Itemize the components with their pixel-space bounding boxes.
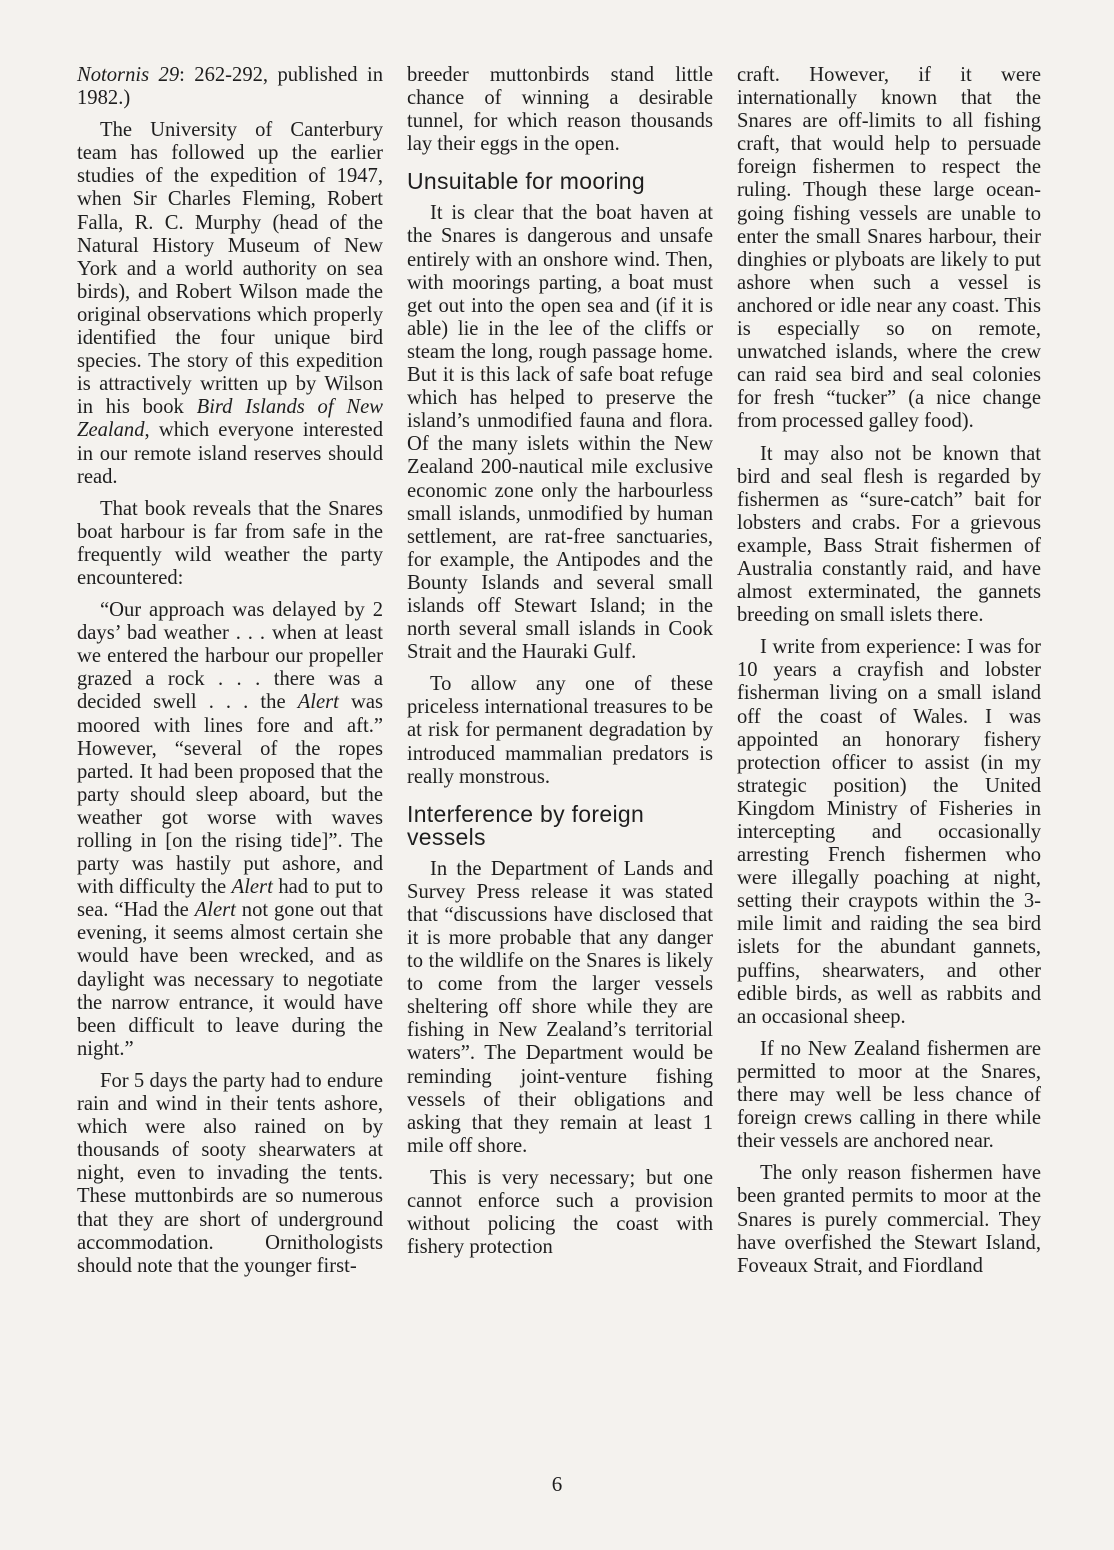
paragraph: breeder muttonbirds stand little chance of winning a desirable tunnel, for which reason thousands lay their eggs in the open. — [407, 64, 713, 156]
citation-text: : 262-292, published in 1982.) — [77, 64, 384, 110]
paragraph: The only reason fishermen have been granted permits to moor at the Snares is purely commercial. They have overfished the Stewart Island, Foveaux Strait, and Fiordland — [737, 1162, 1041, 1277]
paragraph: This is very necessary; but one cannot enforce such a provision without policing the coast with fishery protection — [407, 1166, 713, 1259]
paragraph: It may also not be known that bird and seal flesh is regarded by fishermen as “sure-catch” bait for lobsters and crabs. For a grievous example, Bass Strait fishermen of Australia constantly raid, and have almost exterminated, the gannets breeding on small islets there. — [737, 442, 1041, 627]
column-2 — [407, 64, 713, 1268]
quote-paragraph — [77, 599, 383, 1061]
ship-name: Alert — [231, 876, 273, 899]
ship-name: Alert — [297, 691, 339, 714]
column-1 — [77, 64, 383, 1287]
page-number: 6 — [551, 1472, 563, 1496]
ship-name: Alert — [194, 899, 236, 922]
paragraph-text: The University of Canterbury team has followed up the earlier studies of the expedition of 1947, when Sir Charles Fleming, Robert Falla, R. C. Murphy (head of the Natural History Museum of New York and a world authority on sea birds), and Robert Wilson made the original observations which properly identified the four unique bird species. The story of this expedition is attractively written up by Wilson in his book — [77, 119, 383, 419]
citation-title: Notornis 29 — [77, 64, 180, 86]
paragraph: In the Department of Lands and Survey Press release it was stated that “discussions have disclosed that it is more probable that any danger to the wildlife on the Snares is likely to come from the larger vessels sheltering off shore while they are fishing in New Zealand’s territorial waters”. The Department would be reminding joint-venture fishing vessels of their obligations and asking that they remain at least 1 mile off shore. — [407, 857, 713, 1157]
quote-text: was moored with lines fore and aft.” However, “several of the ropes parted. It had been proposed that the party should sleep aboard, but the weather got worse with waves rolling in [on the rising tide]”. The party was hastily put ashore, and with difficulty the — [77, 691, 383, 899]
quote-text: “Our approach was delayed by 2 days’ bad weather . . . when at least we entered the harbour our propeller grazed a rock . . . there was a decided swell . . . the — [77, 599, 383, 714]
column-3 — [737, 64, 1041, 1287]
paragraph: If no New Zealand fishermen are permitted to moor at the Snares, there may well be less chance of foreign crews calling in there while their vessels are anchored near. — [737, 1037, 1041, 1153]
quote-text: not gone out that evening, it seems almost certain she would have been wrecked, and as daylight was necessary to negotiate the narrow entrance, it would have been difficult to leave during the night.” — [77, 899, 383, 1060]
section-heading: Unsuitable for mooring — [407, 168, 645, 195]
paragraph: For 5 days the party had to endure rain and wind in their tents ashore, which were also rained on by thousands of sooty shearwaters at night, even to invading the tents. These muttonbirds are so numerous that they are short of underground accommodation. Ornithologists should note that the younger first- — [77, 1069, 383, 1277]
section-heading: Interference by foreign vessels — [407, 800, 645, 850]
paragraph: I write from experience: I was for 10 years a crayfish and lobster fisherman living on a small island off the coast of Wales. I was appointed an honorary fishery protection officer to assist (in my strategic position) the United Kingdom Ministry of Fisheries in intercepting and occasionally arresting French fishermen who were illegally poaching at night, setting their craypots within the 3-mile limit and raiding the sea bird islets for the abundant gannets, puffins, shearwaters, and other edible birds, as well as rabbits and an occasional sheep. — [737, 636, 1041, 1028]
paragraph: To allow any one of these priceless international treasures to be at risk for permanent degradation by introduced mammalian predators is really monstrous. — [407, 673, 713, 788]
paragraph-text: , which everyone interested in our remote island reserves should read. — [77, 419, 383, 488]
paragraph — [77, 64, 383, 110]
paragraph: That book reveals that the Snares boat harbour is far from safe in the frequently wild weather the party encountered: — [77, 497, 383, 589]
quote-text: had to put to sea. “Had the — [77, 876, 383, 922]
paragraph — [77, 119, 383, 489]
book-title: Bird Islands of New Zealand — [77, 396, 383, 442]
paragraph: craft. However, if it were internationally known that the Snares are off-limits to all fishing craft, that would help to persuade foreign fishermen to respect the ruling. Though these large ocean-going fishing vessels are unable to enter the small Snares harbour, their dinghies or plyboats are likely to put ashore when such a vessel is anchored or idle near any coast. This is especially so on remote, unwatched islands, where the crew can raid sea bird and seal colonies for fresh “tucker” (a nice change from processed galley food). — [737, 64, 1041, 433]
paragraph: It is clear that the boat haven at the Snares is dangerous and unsafe entirely with an onshore wind. Then, with moorings parting, a boat must get out into the open sea and (if it is able) lie in the lee of the cliffs or steam the long, rough passage home. But it is this lack of safe boat refuge which has helped to preserve the island’s unmodified fauna and flora. Of the many islets within the New Zealand 200-nautical mile exclusive economic zone only the harbourless small islands, unmodified by human settlement, are rat-free sanctuaries, for example, the Antipodes and the Bounty Islands and several small islands off Stewart Island; in the north several small islands in Cook Strait and the Hauraki Gulf. — [407, 202, 713, 664]
